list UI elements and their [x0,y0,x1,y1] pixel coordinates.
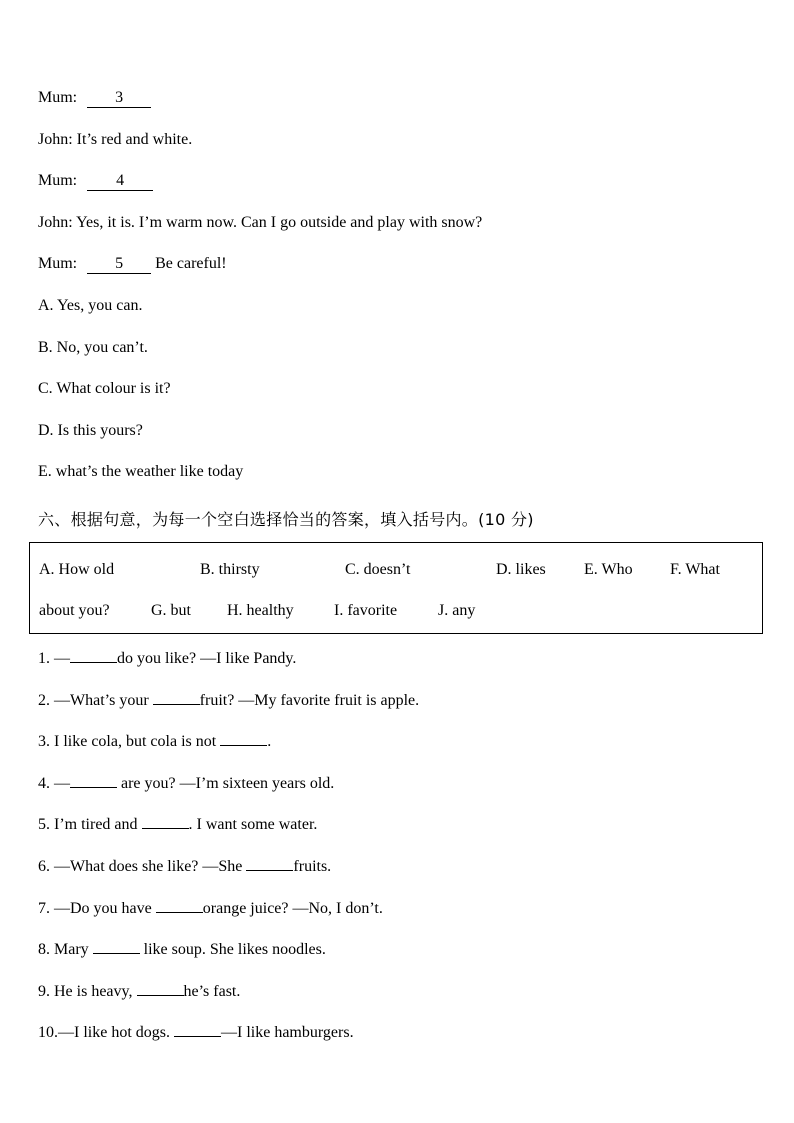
section-6-heading: 六、根据句意，为每一个空白选择恰当的答案，填入括号内。(10 分) [38,510,534,529]
speaker: Mum: [38,255,78,272]
question-9: 9. He is heavy, he’s fast. [38,983,241,1000]
word-bank-option-i: I. favorite [334,602,398,619]
word-bank-option-d: D. likes [496,561,546,578]
dialogue-line-4: John: Yes, it is. I’m warm now. Can I go outside and play with snow? [38,214,483,231]
dialogue-option-a: A. Yes, you can. [38,297,143,314]
question-10: 10.—I like hot dogs. —I like hamburgers. [38,1024,354,1041]
dialogue-line-2: John: It’s red and white. [38,131,193,148]
question-5: 5. I’m tired and . I want some water. [38,816,318,833]
dialogue-line-3 [38,171,153,191]
word-bank-option-c: C. doesn’t [345,561,411,578]
speaker: Mum: [38,89,78,106]
answer-blank[interactable] [174,1036,221,1037]
dialogue-option-e: E. what’s the weather like today [38,463,244,480]
word-bank-box [29,542,763,634]
answer-blank[interactable] [153,704,200,705]
answer-blank[interactable] [220,745,267,746]
word-bank-option-f-cont: about you? [39,602,110,619]
dialogue-option-c: C. What colour is it? [38,380,171,397]
word-bank-option-g: G. but [151,602,191,619]
question-1: 1. — do you like? —I like Pandy. [38,650,297,667]
question-6: 6. —What does she like? —She fruits. [38,858,332,875]
answer-blank[interactable] [142,828,189,829]
word-bank-option-e: E. Who [584,561,633,578]
answer-blank[interactable] [137,995,184,996]
question-8: 8. Mary like soup. She likes noodles. [38,941,326,958]
dialogue-option-b: B. No, you can’t. [38,339,148,356]
word-bank-option-a: A. How old [39,561,115,578]
dialogue-option-d: D. Is this yours? [38,422,143,439]
speaker: Mum: [38,172,78,189]
answer-blank[interactable]: 5 [87,255,151,274]
question-4: 4. — are you? —I’m sixteen years old. [38,775,335,792]
dialogue-line-1 [38,88,151,108]
question-2: 2. —What’s your fruit? —My favorite fruit is apple. [38,692,420,709]
answer-blank[interactable] [70,662,117,663]
dialogue-line-5-tail: Be careful! [151,255,227,272]
answer-blank[interactable]: 4 [87,172,153,191]
word-bank-option-f: F. What [670,561,720,578]
question-3: 3. I like cola, but cola is not . [38,733,272,750]
answer-blank[interactable]: 3 [87,89,151,108]
answer-blank[interactable] [156,912,203,913]
word-bank-option-b: B. thirsty [200,561,260,578]
answer-blank[interactable] [246,870,293,871]
word-bank-option-j: J. any [438,602,476,619]
question-7: 7. —Do you have orange juice? —No, I don’t. [38,900,383,917]
dialogue-line-5 [38,254,227,274]
answer-blank[interactable] [93,953,140,954]
answer-blank[interactable] [70,787,117,788]
word-bank-option-h: H. healthy [227,602,294,619]
